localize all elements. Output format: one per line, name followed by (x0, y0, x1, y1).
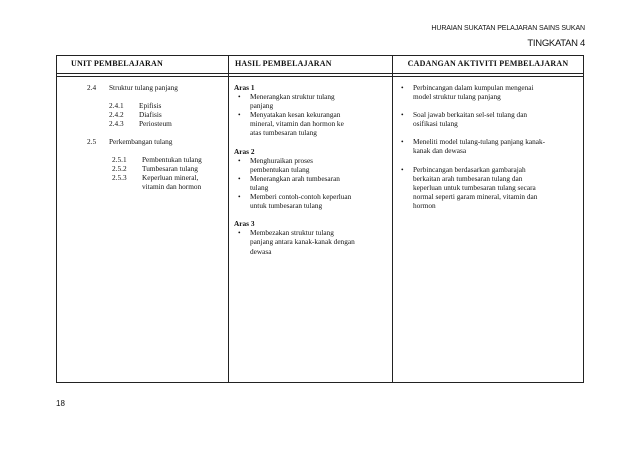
column-divider (392, 56, 393, 382)
unit-text: vitamin dan hormon (142, 182, 202, 191)
header-double-rule (57, 76, 583, 77)
bullet-item (234, 174, 390, 192)
bullet-text-line: Meneliti model tulang-tulang panjang kanak- (413, 137, 546, 147)
bullet-text-line: Menerangkan arah tumbesaran (250, 173, 340, 183)
bullet-text-line: Perbincangan dalam kumpulan mengenai (413, 83, 534, 92)
column-header-cadangan: CADANGAN AKTIVITI PEMBELAJARAN (407, 59, 569, 68)
document-header-title: HURAIAN SUKATAN PELAJARAN SAINS SUKAN (431, 25, 585, 32)
bullet-item (234, 228, 390, 255)
unit-number: 2.5.1 (112, 155, 127, 164)
bullet-icon: • (401, 137, 404, 147)
unit-number: 2.4.2 (109, 110, 124, 119)
aras-1-list (234, 92, 390, 137)
unit-number: 2.4.1 (109, 101, 124, 110)
aras-3-list (234, 228, 390, 255)
bullet-text-line: Soal jawab berkaitan sel-sel tulang dan (413, 110, 528, 120)
page-number: 18 (56, 399, 65, 408)
bullet-item (234, 110, 390, 137)
bullet-text-line: panjang (250, 101, 274, 111)
bullet-text-line: Menerangkan struktur tulang (250, 92, 335, 102)
bullet-icon: • (238, 228, 241, 238)
column-divider (228, 56, 229, 382)
syllabus-table (56, 55, 584, 383)
hasil-column (234, 83, 390, 256)
bullet-text-line: hormon (413, 200, 436, 210)
bullet-item (234, 156, 390, 174)
bullet-text-line: model struktur tulang panjang (413, 92, 501, 102)
table-header (57, 56, 583, 74)
bullet-text-line: untuk tumbesaran tulang (250, 201, 323, 211)
unit-text: Diafisis (139, 110, 162, 119)
unit-number: 2.4 (87, 83, 97, 92)
bullet-icon: • (238, 110, 241, 120)
unit-text: Epifisis (139, 101, 162, 110)
aras-2-heading: Aras 2 (234, 146, 255, 156)
bullet-text-line: osifikasi tulang (413, 119, 458, 129)
bullet-icon: • (401, 110, 404, 120)
bullet-icon: • (238, 173, 241, 183)
unit-number: 2.5.2 (112, 164, 127, 173)
unit-text: Tumbesaran tulang (142, 164, 198, 173)
bullet-text-line: keperluan untuk tumbesaran tulang secara (413, 182, 536, 192)
bullet-text-line: Membezakan struktur tulang (250, 228, 334, 238)
unit-text: Periosteum (139, 119, 172, 128)
unit-number: 2.5.3 (112, 173, 127, 182)
bullet-item (397, 137, 581, 155)
bullet-text-line: Perbincangan berdasarkan gambarajah (413, 164, 526, 174)
unit-number: 2.4.3 (109, 119, 124, 128)
bullet-icon: • (401, 83, 404, 92)
bullet-text-line: mineral, vitamin dan hormon ke (250, 119, 344, 129)
bullet-text-line: Menghuraikan proses (250, 155, 314, 165)
unit-number: 2.5 (87, 137, 97, 146)
bullet-text-line: kanak dan dewasa (413, 146, 467, 156)
bullet-text-line: berkaitan arah tumbesaran tulang dan (413, 173, 523, 183)
document-header-level: TINGKATAN 4 (527, 38, 585, 49)
column-header-hasil: HASIL PEMBELAJARAN (235, 59, 332, 68)
cadangan-column (397, 83, 581, 210)
bullet-text-line: Menyatakan kesan kekurangan (250, 110, 341, 120)
bullet-icon: • (238, 92, 241, 102)
bullet-item (234, 92, 390, 110)
bullet-item (234, 192, 390, 210)
bullet-text-line: tulang (250, 182, 269, 192)
bullet-text-line: Memberi contoh-contoh keperluan (250, 192, 352, 202)
bullet-text-line: panjang antara kanak-kanak dengan (250, 237, 355, 247)
unit-text: Struktur tulang panjang (109, 83, 178, 92)
column-header-unit: UNIT PEMBELAJARAN (71, 59, 163, 68)
bullet-text-line: atas tumbesaran tulang (250, 128, 317, 138)
bullet-item (397, 110, 581, 128)
bullet-icon: • (238, 155, 241, 165)
aras-2-list (234, 156, 390, 211)
bullet-text-line: dewasa (250, 246, 272, 256)
bullet-icon: • (401, 164, 404, 174)
bullet-text-line: pembentukan tulang (250, 164, 310, 174)
bullet-item (397, 83, 581, 101)
unit-text: Perkembangan tulang (109, 137, 173, 146)
bullet-item (397, 165, 581, 210)
unit-text: Pembentukan tulang (142, 155, 202, 164)
aras-3-heading: Aras 3 (234, 219, 255, 229)
aras-1-heading: Aras 1 (234, 83, 255, 92)
bullet-text-line: normal seperti garam mineral, vitamin dan (413, 191, 538, 201)
unit-text: Keperluan mineral, (142, 173, 199, 182)
bullet-icon: • (238, 192, 241, 202)
